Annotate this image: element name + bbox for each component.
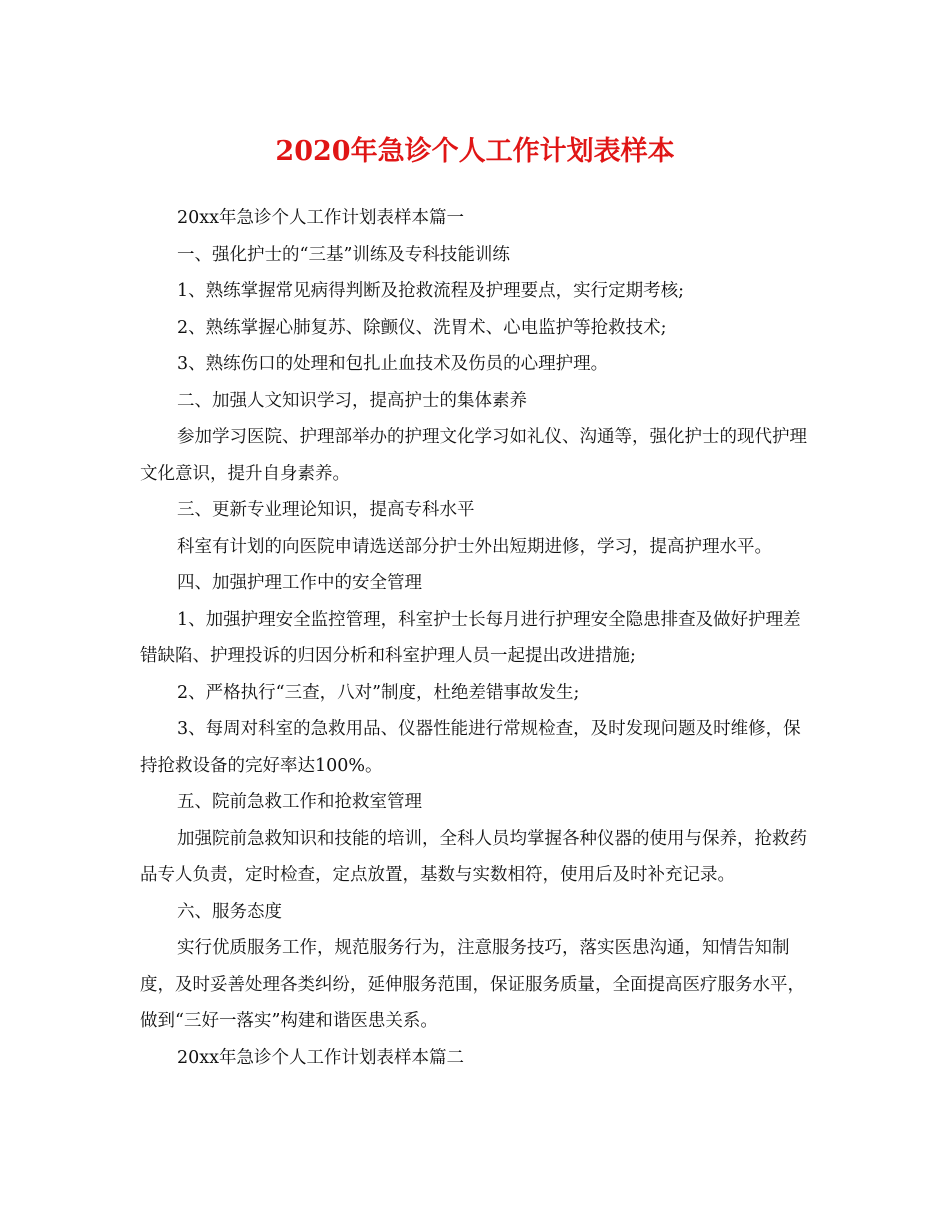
paragraph: 实行优质服务工作，规范服务行为，注意服务技巧，落实医患沟通，知情告知制度，及时妥善处理各类纠纷，延伸服务范围，保证服务质量，全面提高医疗服务水平，做到“三好一落实”构建和谐医患关系。 bbox=[140, 938, 805, 1031]
paragraph: 2、熟练掌握心肺复苏、除颤仪、洗胃术、心电监护等抢救技术; bbox=[177, 317, 667, 338]
paragraph: 20xx年急诊个人工作计划表样本篇二 bbox=[177, 1047, 465, 1068]
section-heading: 五、院前急救工作和抢救室管理 bbox=[177, 792, 422, 812]
paragraph: 3、每周对科室的急救用品、仪器性能进行常规检查，及时发现问题及时维修，保持抢救设备的完好率达100%。 bbox=[140, 719, 801, 776]
paragraph: 20xx年急诊个人工作计划表样本篇一 bbox=[177, 208, 465, 228]
section-heading: 三、更新专业理论知识，提高专科水平 bbox=[177, 500, 475, 520]
paragraph: 参加学习医院、护理部举办的护理文化学习如礼仪、沟通等，强化护士的现代护理文化意识，提升自身素养。 bbox=[140, 427, 807, 484]
section-heading: 六、服务态度 bbox=[177, 901, 282, 922]
paragraph: 2、严格执行“三查，八对”制度，杜绝差错事故发生; bbox=[177, 682, 580, 703]
document-body bbox=[140, 200, 812, 1076]
paragraph: 科室有计划的向医院申请选送部分护士外出短期进修，学习，提高护理水平。 bbox=[177, 536, 772, 557]
paragraph: 加强院前急救知识和技能的培训，全科人员均掌握各种仪器的使用与保养，抢救药品专人负责，定时检查，定点放置，基数与实数相符，使用后及时补充记录。 bbox=[140, 828, 807, 885]
section-heading: 四、加强护理工作中的安全管理 bbox=[177, 573, 422, 593]
paragraph: 1、加强护理安全监控管理，科室护士长每月进行护理安全隐患排查及做好护理差错缺陷、护理投诉的归因分析和科室护理人员一起提出改进措施; bbox=[140, 609, 801, 666]
section-heading: 二、加强人文知识学习，提高护士的集体素养 bbox=[177, 390, 527, 411]
paragraph: 3、熟练伤口的处理和包扎止血技术及伤员的心理护理。 bbox=[177, 354, 609, 374]
section-heading: 一、强化护士的“三基”训练及专科技能训练 bbox=[177, 244, 510, 265]
paragraph: 1、熟练掌握常见病得判断及抢救流程及护理要点，实行定期考核; bbox=[177, 281, 685, 301]
document-title: 2020年急诊个人工作计划表样本 bbox=[275, 136, 675, 167]
